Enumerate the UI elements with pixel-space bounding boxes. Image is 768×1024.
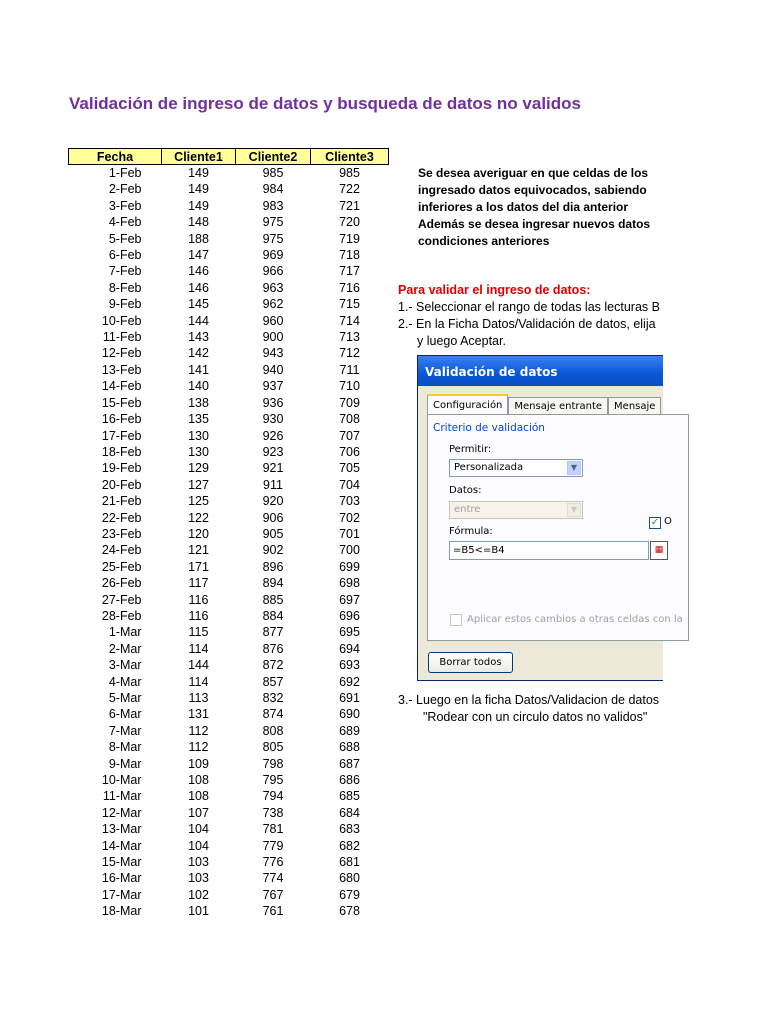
cell-cliente1: 125 (188, 494, 209, 509)
cell-cliente1: 135 (188, 412, 209, 427)
table-row (69, 575, 389, 591)
cell-cliente2: 966 (262, 264, 284, 279)
cell-cliente1: 146 (188, 264, 209, 279)
cell-cliente2: 767 (262, 887, 284, 902)
table-row (69, 329, 389, 345)
cell-fecha: 7-Feb (108, 264, 142, 279)
table-row (69, 296, 389, 312)
cell-cliente1: 131 (188, 707, 209, 722)
cell-cliente1: 113 (188, 691, 209, 705)
cell-cliente1: 101 (188, 904, 209, 919)
cell-cliente1: 121 (188, 543, 209, 558)
cell-cliente1: 115 (188, 625, 209, 640)
cell-cliente3: 721 (339, 198, 360, 213)
cell-fecha: 5-Mar (108, 691, 142, 705)
cell-cliente2: 874 (262, 707, 284, 722)
cell-fecha: 17-Feb (101, 428, 142, 443)
cell-cliente2: 795 (262, 773, 284, 788)
cell-cliente1: 149 (188, 166, 209, 180)
cell-cliente1: 109 (188, 756, 209, 771)
cell-cliente1: 149 (188, 182, 209, 197)
cell-cliente3: 687 (339, 756, 360, 771)
validation-dialog (417, 355, 683, 681)
tab-configuracion[interactable]: Configuración (427, 394, 508, 416)
cell-cliente3: 680 (339, 871, 360, 886)
cell-cliente1: 122 (188, 510, 209, 525)
cell-cliente3: 686 (339, 773, 360, 788)
cell-cliente1: 140 (188, 379, 209, 394)
chevron-down-icon[interactable]: ▼ (567, 461, 581, 475)
instruction-note (418, 165, 663, 250)
cell-cliente3: 678 (339, 904, 360, 919)
cell-cliente1: 142 (188, 346, 209, 361)
cell-cliente1: 107 (188, 805, 209, 820)
cell-fecha: 15-Mar (101, 855, 142, 870)
cell-fecha: 18-Feb (101, 444, 142, 459)
cell-cliente1: 108 (188, 773, 209, 788)
cell-cliente2: 930 (262, 412, 284, 427)
cell-cliente3: 718 (339, 248, 360, 263)
cell-cliente3: 713 (339, 330, 360, 345)
table-row (69, 772, 389, 788)
cell-fecha: 6-Feb (108, 248, 142, 263)
cell-cliente3: 690 (339, 707, 360, 722)
dialog-title: Validación de datos (418, 356, 663, 386)
cell-cliente2: 902 (262, 543, 284, 558)
table-row (69, 411, 389, 427)
table-row (69, 493, 389, 509)
table-row (69, 477, 389, 493)
data-table (68, 148, 389, 920)
cell-cliente2: 872 (262, 658, 284, 673)
table-row (69, 345, 389, 361)
cell-cliente1: 138 (188, 395, 209, 410)
cell-cliente1: 127 (188, 477, 209, 492)
cell-cliente2: 985 (262, 166, 284, 180)
cell-cliente1: 108 (188, 789, 209, 804)
table-row (69, 231, 389, 247)
cell-cliente3: 702 (339, 510, 360, 525)
cell-cliente3: 709 (339, 395, 360, 410)
cell-cliente1: 103 (188, 871, 209, 886)
cell-cliente3: 711 (339, 362, 360, 377)
cell-cliente3: 699 (339, 559, 360, 574)
step-1: 1.- Seleccionar el rango de todas las lecturas B (398, 300, 660, 314)
table-row (69, 362, 389, 378)
cell-cliente2: 921 (262, 461, 284, 476)
table-row (69, 870, 389, 886)
cell-cliente2: 876 (262, 641, 284, 656)
cell-cliente3: 692 (339, 674, 360, 689)
table-row (69, 428, 389, 444)
cell-fecha: 11-Feb (102, 330, 142, 345)
header-cliente2: Cliente2 (236, 149, 311, 165)
cell-fecha: 18-Mar (101, 904, 142, 919)
cell-cliente3: 697 (339, 592, 360, 607)
cell-cliente3: 701 (339, 526, 360, 541)
cell-fecha: 9-Feb (108, 297, 142, 312)
table-row (69, 723, 389, 739)
table-row (69, 526, 389, 542)
cell-fecha: 6-Mar (108, 707, 142, 722)
cell-cliente2: 779 (262, 838, 284, 853)
note-line: Además se desea ingresar nuevos datos (418, 217, 651, 231)
tab-mensaje-error[interactable]: Mensaje (608, 397, 661, 416)
allow-select-value: Personalizada (454, 462, 524, 473)
cell-fecha: 4-Mar (108, 674, 142, 689)
cell-cliente3: 706 (339, 444, 360, 459)
cell-cliente3: 684 (339, 805, 360, 820)
table-row (69, 559, 389, 575)
cell-cliente2: 920 (262, 494, 284, 509)
cell-cliente1: 103 (188, 855, 209, 870)
table-row (69, 756, 389, 772)
table-row (69, 887, 389, 903)
cell-fecha: 4-Feb (108, 215, 142, 230)
cell-fecha: 5-Feb (108, 231, 142, 246)
table-row (69, 313, 389, 329)
settings-panel (427, 414, 689, 641)
cell-cliente1: 149 (188, 198, 209, 213)
formula-input[interactable]: =B5<=B4 (449, 541, 649, 560)
cell-cliente3: 714 (339, 313, 360, 328)
note-line: ingresado datos equivocados, sabiendo (418, 183, 647, 197)
table-row (69, 805, 389, 821)
formula-label: Fórmula: (449, 526, 493, 537)
cell-cliente2: 781 (262, 822, 284, 837)
table-row (69, 263, 389, 279)
cell-fecha: 26-Feb (101, 576, 142, 591)
apply-all-checkbox[interactable] (450, 614, 462, 626)
step-2-continuation: y luego Aceptar. (417, 334, 506, 348)
cell-fecha: 7-Mar (108, 723, 142, 738)
cell-cliente1: 144 (188, 658, 209, 673)
cell-cliente2: 984 (262, 182, 284, 197)
cell-cliente1: 117 (188, 576, 209, 591)
table-row (69, 838, 389, 854)
cell-cliente1: 114 (188, 674, 209, 689)
tab-mensaje-entrante[interactable]: Mensaje entrante (508, 397, 608, 416)
table-row (69, 542, 389, 558)
cell-fecha: 12-Mar (101, 805, 142, 820)
cell-fecha: 12-Feb (101, 346, 142, 361)
cell-cliente1: 130 (188, 444, 209, 459)
table-row (69, 214, 389, 230)
cell-cliente3: 719 (339, 231, 360, 246)
cell-fecha: 25-Feb (101, 559, 142, 574)
cell-fecha: 28-Feb (101, 608, 142, 623)
cell-cliente3: 681 (339, 855, 360, 870)
table-row (69, 608, 389, 624)
cell-cliente1: 188 (188, 231, 209, 246)
cell-cliente3: 679 (339, 887, 360, 902)
cell-fecha: 3-Mar (108, 658, 142, 673)
table-row (69, 181, 389, 197)
cell-cliente1: 129 (188, 461, 209, 476)
cell-fecha: 2-Feb (108, 182, 142, 197)
steps-heading: Para validar el ingreso de datos: (398, 283, 591, 297)
cell-fecha: 9-Mar (108, 756, 142, 771)
cell-cliente1: 104 (188, 822, 209, 837)
cell-fecha: 14-Mar (101, 838, 142, 853)
cell-cliente1: 102 (188, 887, 209, 902)
cell-cliente1: 143 (188, 330, 209, 345)
cell-cliente2: 975 (262, 231, 284, 246)
note-line: Se desea averiguar en que celdas de los (418, 166, 649, 180)
cell-cliente3: 722 (339, 182, 360, 197)
cell-fecha: 13-Feb (101, 362, 142, 377)
cell-cliente1: 112 (188, 723, 209, 738)
cell-cliente2: 884 (262, 608, 284, 623)
cell-cliente1: 116 (188, 592, 209, 607)
cell-cliente2: 900 (262, 330, 284, 345)
cell-cliente2: 940 (262, 362, 284, 377)
cell-cliente3: 710 (339, 379, 360, 394)
cell-fecha: 1-Mar (108, 625, 142, 640)
table-row (69, 854, 389, 870)
cell-cliente2: 926 (262, 428, 284, 443)
cell-fecha: 24-Feb (101, 543, 142, 558)
cell-cliente3: 700 (339, 543, 360, 558)
cell-cliente2: 905 (262, 526, 284, 541)
step-3-block (398, 692, 663, 726)
cell-cliente2: 962 (262, 297, 284, 312)
cell-cliente1: 147 (188, 248, 209, 263)
cell-fecha: 22-Feb (101, 510, 142, 525)
cell-cliente3: 694 (339, 641, 360, 656)
cell-cliente3: 689 (339, 723, 360, 738)
cell-cliente1: 116 (188, 608, 209, 623)
cell-cliente1: 130 (188, 428, 209, 443)
cell-cliente3: 698 (339, 576, 360, 591)
note-line: condiciones anteriores (418, 234, 550, 248)
cell-cliente2: 943 (262, 346, 284, 361)
table-row (69, 821, 389, 837)
cell-cliente3: 703 (339, 494, 360, 509)
cell-cliente3: 707 (339, 428, 360, 443)
table-row (69, 903, 389, 919)
cell-cliente2: 937 (262, 379, 284, 394)
cell-fecha: 17-Mar (101, 887, 142, 902)
table-row (69, 165, 389, 182)
cell-cliente3: 712 (339, 346, 360, 361)
page-title: Validación de ingreso de datos y busqueda de datos no validos (69, 94, 582, 113)
cell-cliente1: 104 (188, 838, 209, 853)
cell-cliente1: 144 (188, 313, 209, 328)
header-fecha: Fecha (69, 149, 162, 165)
cell-cliente3: 685 (339, 789, 360, 804)
range-select-icon[interactable]: ▦ (650, 541, 668, 560)
step-3: 3.- Luego en la ficha Datos/Validacion de datos (398, 693, 660, 707)
cell-fecha: 14-Feb (101, 379, 142, 394)
table-row (69, 460, 389, 476)
cell-cliente2: 808 (262, 723, 284, 738)
cell-fecha: 21-Feb (101, 494, 142, 509)
cell-cliente2: 906 (262, 510, 284, 525)
cell-cliente1: 114 (188, 641, 209, 656)
cell-fecha: 19-Feb (101, 461, 142, 476)
cell-cliente2: 885 (262, 592, 284, 607)
cell-cliente1: 148 (188, 215, 209, 230)
steps-block (398, 282, 663, 350)
cell-fecha: 1-Feb (108, 166, 142, 180)
cell-cliente3: 705 (339, 461, 360, 476)
cell-cliente2: 857 (262, 674, 284, 689)
step-3-continuation: "Rodear con un circulo datos no validos" (423, 710, 648, 724)
table-row (69, 739, 389, 755)
ignore-blank-label: O (664, 516, 672, 527)
ignore-blank-checkbox[interactable]: ✓ (650, 517, 660, 528)
cell-cliente3: 716 (339, 280, 360, 295)
cell-cliente2: 960 (262, 313, 284, 328)
cell-fecha: 13-Mar (101, 822, 142, 837)
table-row (69, 198, 389, 214)
table-row (69, 706, 389, 722)
cell-cliente3: 683 (339, 822, 360, 837)
cell-cliente1: 171 (188, 559, 209, 574)
cell-cliente2: 761 (262, 904, 284, 919)
cell-cliente2: 936 (262, 395, 284, 410)
cell-fecha: 3-Feb (108, 198, 142, 213)
cell-cliente2: 894 (262, 576, 284, 591)
cell-cliente2: 798 (262, 756, 284, 771)
cell-cliente3: 691 (339, 691, 360, 705)
allow-label: Permitir: (449, 444, 492, 455)
cell-fecha: 10-Mar (101, 773, 142, 788)
cell-cliente2: 983 (262, 198, 284, 213)
cell-cliente3: 693 (339, 658, 360, 673)
data-label: Datos: (449, 485, 482, 496)
cell-cliente2: 896 (262, 559, 284, 574)
cell-fecha: 11-Mar (102, 789, 142, 804)
table-row (69, 657, 389, 673)
cell-cliente2: 738 (262, 805, 284, 820)
cell-cliente3: 720 (339, 215, 360, 230)
header-cliente1: Cliente1 (162, 149, 236, 165)
cell-cliente2: 975 (262, 215, 284, 230)
note-line: inferiores a los datos del dia anterior (418, 200, 629, 214)
cell-fecha: 10-Feb (101, 313, 142, 328)
table-row (69, 624, 389, 640)
allow-select[interactable] (449, 459, 583, 477)
cell-cliente2: 832 (262, 691, 284, 705)
data-select[interactable] (449, 501, 583, 519)
cell-cliente3: 695 (339, 625, 360, 640)
cell-cliente2: 969 (262, 248, 284, 263)
cell-fecha: 16-Feb (101, 412, 142, 427)
table-body (69, 165, 389, 920)
cell-cliente2: 776 (262, 855, 284, 870)
cell-cliente3: 704 (339, 477, 360, 492)
table-row (69, 247, 389, 263)
table-row (69, 444, 389, 460)
cell-cliente2: 805 (262, 740, 284, 755)
step-2: 2.- En la Ficha Datos/Validación de datos, elija (398, 317, 656, 331)
cell-cliente1: 145 (188, 297, 209, 312)
cell-cliente2: 774 (262, 871, 284, 886)
cell-fecha: 2-Mar (108, 641, 142, 656)
data-select-value: entre (454, 504, 481, 515)
cell-cliente2: 963 (262, 280, 284, 295)
chevron-down-icon[interactable]: ▼ (567, 503, 581, 517)
cell-fecha: 8-Mar (108, 740, 142, 755)
cell-cliente1: 146 (188, 280, 209, 295)
dialog-tabs (427, 394, 661, 414)
cell-cliente1: 112 (188, 740, 209, 755)
cell-cliente1: 120 (188, 526, 209, 541)
table-row (69, 674, 389, 690)
cell-cliente3: 985 (339, 166, 360, 180)
cell-cliente3: 688 (339, 740, 360, 755)
cell-cliente3: 708 (339, 412, 360, 427)
cell-cliente3: 682 (339, 838, 360, 853)
cell-cliente2: 794 (262, 789, 284, 804)
cell-fecha: 16-Mar (101, 871, 142, 886)
cell-cliente3: 715 (339, 297, 360, 312)
cell-fecha: 20-Feb (101, 477, 142, 492)
cell-cliente1: 141 (188, 362, 209, 377)
criteria-label: Criterio de validación (433, 422, 545, 434)
cell-cliente2: 911 (263, 477, 283, 492)
cell-fecha: 23-Feb (101, 526, 142, 541)
cell-cliente2: 877 (262, 625, 284, 640)
cell-cliente3: 696 (339, 608, 360, 623)
cell-fecha: 8-Feb (108, 280, 142, 295)
cell-cliente2: 923 (262, 444, 284, 459)
cell-fecha: 27-Feb (101, 592, 142, 607)
table-row (69, 378, 389, 394)
cell-fecha: 15-Feb (101, 395, 142, 410)
clear-all-button[interactable]: Borrar todos (428, 652, 513, 673)
table-header-row (69, 149, 389, 165)
apply-all-label: Aplicar estos cambios a otras celdas con la (467, 614, 683, 625)
table-row (69, 280, 389, 296)
table-row (69, 395, 389, 411)
table-row (69, 788, 389, 804)
cell-cliente3: 717 (339, 264, 360, 279)
table-row (69, 510, 389, 526)
table-row (69, 690, 389, 706)
header-cliente3: Cliente3 (311, 149, 389, 165)
table-row (69, 641, 389, 657)
table-row (69, 592, 389, 608)
